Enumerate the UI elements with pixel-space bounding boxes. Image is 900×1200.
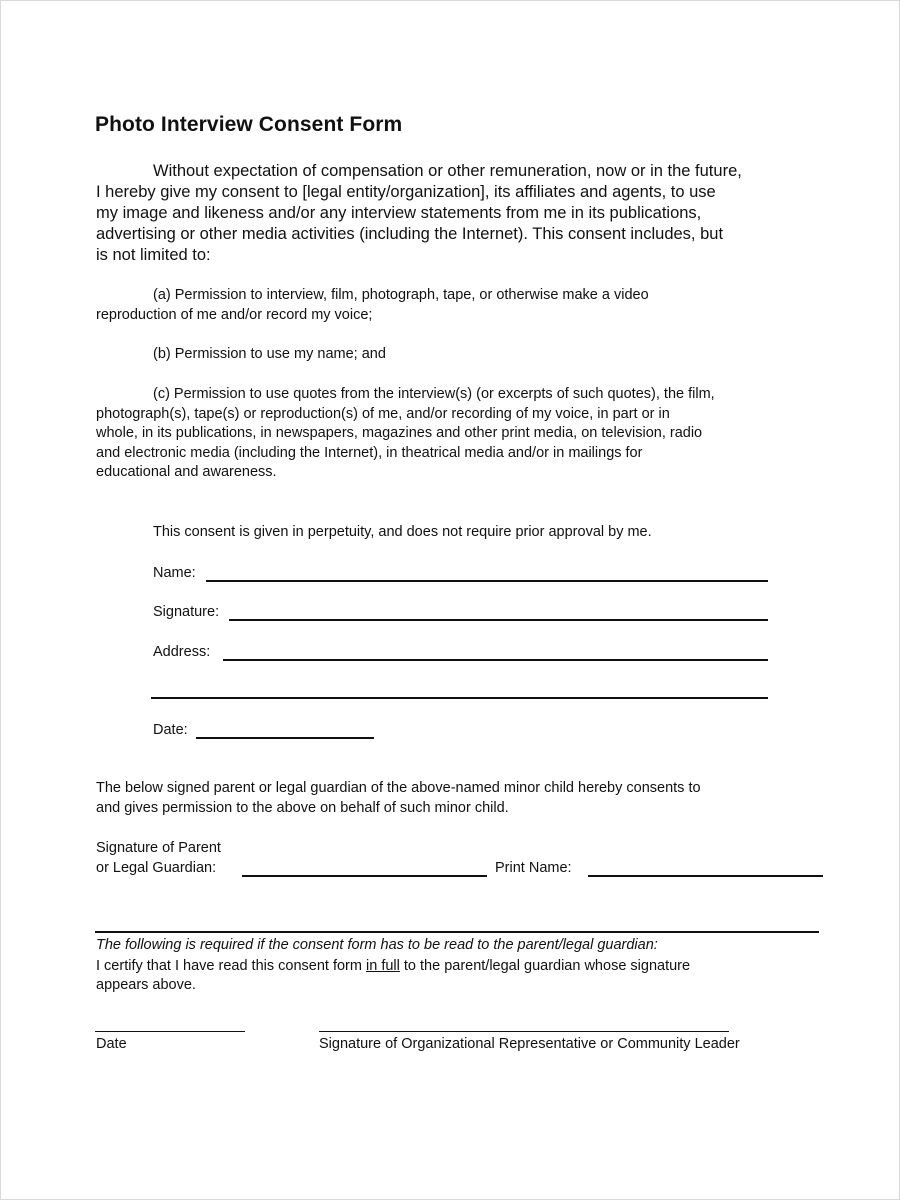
item-a-line: reproduction of me and/or record my voice;	[96, 306, 373, 323]
guardian-statement	[96, 779, 836, 818]
date-label: Date:	[153, 722, 188, 738]
certify-text-post: to the parent/legal guardian whose signature	[399, 958, 691, 974]
section-separator-line	[95, 931, 819, 933]
guardian-signature-label-1: Signature of Parent	[96, 840, 221, 856]
footer-date-field[interactable]	[95, 1031, 245, 1032]
item-c-line: photograph(s), tape(s) or reproduction(s) of me, and/or recording of my voice, in part or in	[96, 405, 670, 422]
guardian-statement-line: The below signed parent or legal guardian of the above-named minor child hereby consents to	[96, 780, 701, 796]
footer-date-label: Date	[96, 1036, 127, 1052]
document-title: Photo Interview Consent Form	[95, 113, 403, 136]
intro-line: I hereby give my consent to [legal entity/organization], its affiliates and agents, to use	[96, 183, 716, 201]
guardian-signature-field[interactable]	[242, 875, 487, 877]
certify-text-underlined: in full	[366, 958, 400, 974]
item-b-paragraph	[96, 345, 836, 365]
certify-text-pre: I certify that I have read this consent form	[96, 958, 366, 974]
print-name-label: Print Name:	[495, 860, 572, 876]
item-a-paragraph	[96, 286, 836, 325]
intro-line: my image and likeness and/or any interview statements from me in its publications,	[96, 204, 702, 222]
print-name-field[interactable]	[588, 875, 823, 877]
guardian-statement-line: and gives permission to the above on behalf of such minor child.	[96, 799, 509, 816]
footer-representative-signature-field[interactable]	[319, 1031, 729, 1032]
guardian-signature-label-2: or Legal Guardian:	[96, 860, 217, 876]
certify-statement-line-2: appears above.	[96, 977, 196, 993]
item-c-line: and electronic media (including the Internet), in theatrical media and/or in mailings for	[96, 444, 643, 461]
signature-field[interactable]	[229, 619, 768, 621]
intro-line: Without expectation of compensation or other remuneration, now or in the future,	[153, 162, 742, 180]
address-field-line-2[interactable]	[151, 697, 768, 699]
item-c-line: educational and awareness.	[96, 464, 277, 480]
intro-paragraph	[96, 161, 836, 266]
item-a-line: (a) Permission to interview, film, photograph, tape, or otherwise make a video	[153, 287, 649, 303]
name-label: Name:	[153, 565, 196, 581]
address-label: Address:	[153, 644, 211, 660]
item-b-line: (b) Permission to use my name; and	[153, 346, 386, 362]
required-note: The following is required if the consent form has to be read to the parent/legal guardian:	[96, 937, 658, 953]
perpetuity-statement: This consent is given in perpetuity, and does not require prior approval by me.	[153, 524, 652, 540]
footer-representative-label: Signature of Organizational Representative or Community Leader	[319, 1036, 740, 1052]
signature-label: Signature:	[153, 604, 220, 620]
name-field[interactable]	[206, 580, 768, 582]
item-c-paragraph	[96, 385, 836, 483]
intro-line: is not limited to:	[96, 246, 211, 264]
item-c-line: whole, in its publications, in newspapers, magazines and other print media, on television, radio	[96, 425, 703, 441]
intro-line: advertising or other media activities (including the Internet). This consent includes, but	[96, 225, 724, 243]
item-c-line: (c) Permission to use quotes from the interview(s) (or excerpts of such quotes), the film,	[153, 386, 715, 402]
certify-statement-line-1	[96, 957, 690, 975]
address-field[interactable]	[223, 659, 768, 661]
date-field[interactable]	[196, 737, 374, 739]
